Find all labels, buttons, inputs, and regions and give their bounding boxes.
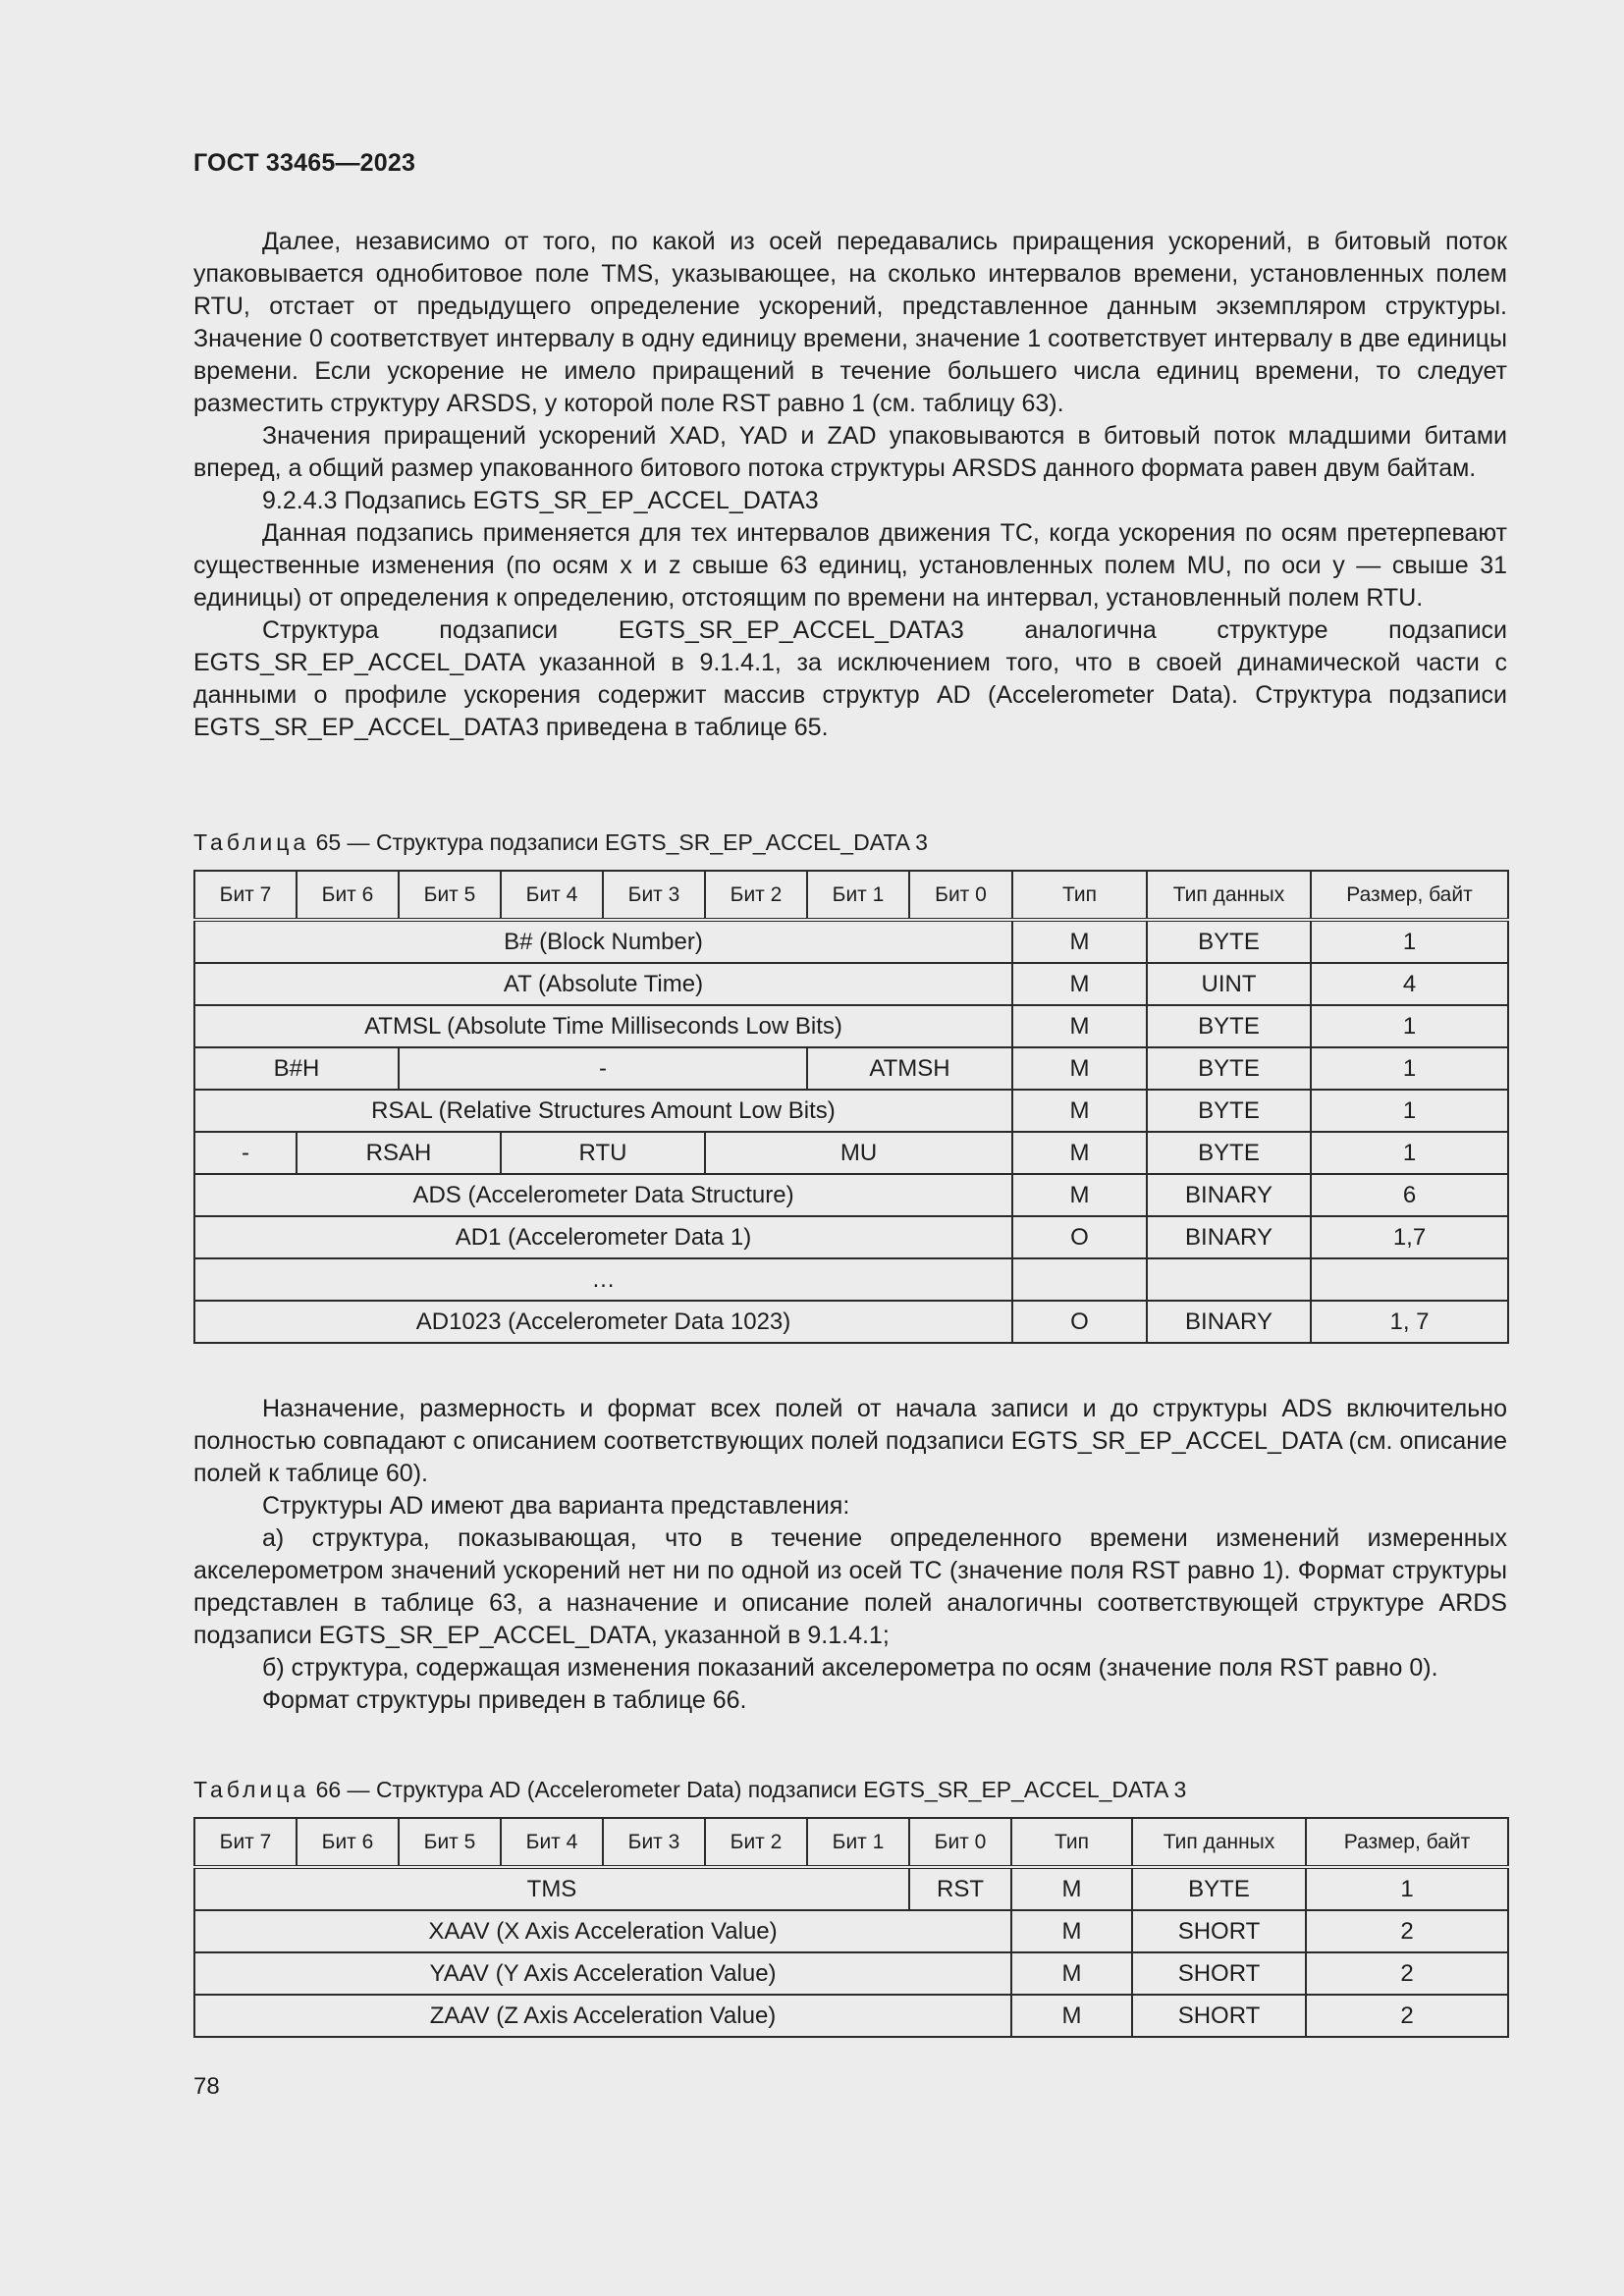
dtype-cell: BYTE bbox=[1147, 1132, 1311, 1174]
table-row bbox=[194, 1216, 1508, 1258]
table-row bbox=[194, 1867, 1508, 1910]
header-cell: Бит 2 bbox=[705, 871, 807, 920]
field-cell: RST bbox=[909, 1867, 1011, 1910]
caption-text: 66 — Структура AD (Accelerometer Data) подзаписи EGTS_SR_EP_ACCEL_DATA 3 bbox=[315, 1777, 1187, 1802]
size-cell: 2 bbox=[1306, 1995, 1508, 2037]
ellipsis-cell: … bbox=[194, 1258, 1012, 1301]
paragraph: Значения приращений ускорений XAD, YAD и ZAD упаковываются в битовый поток младшими битами вперед, а общий размер упакованного битового потока структуры ARSDS данного формата равен двум байтам. bbox=[193, 422, 1507, 482]
paragraph: Назначение, размерность и формат всех полей от начала записи и до структуры ADS включительно полностью совпадают с описанием соответствующих полей подзаписи EGTS_SR_EP_ACCEL_DATA (см. описание полей к таблице 60). bbox=[193, 1395, 1507, 1487]
size-cell: 2 bbox=[1306, 1910, 1508, 1952]
type-cell: M bbox=[1012, 1174, 1147, 1216]
header-cell: Тип данных bbox=[1132, 1818, 1306, 1867]
header-cell: Тип данных bbox=[1147, 871, 1311, 920]
field-cell: TMS bbox=[194, 1867, 909, 1910]
header-cell: Бит 0 bbox=[909, 871, 1012, 920]
empty-cell bbox=[1147, 1258, 1311, 1301]
field-cell: ZAAV (Z Axis Acceleration Value) bbox=[194, 1995, 1011, 2037]
header-cell: Бит 1 bbox=[807, 1818, 909, 1867]
caption-word: Таблица bbox=[193, 829, 310, 855]
type-cell: M bbox=[1012, 1005, 1147, 1047]
field-cell: AD1 (Accelerometer Data 1) bbox=[194, 1216, 1012, 1258]
dtype-cell: BINARY bbox=[1147, 1216, 1311, 1258]
dtype-cell: UINT bbox=[1147, 963, 1311, 1005]
dtype-cell: BYTE bbox=[1147, 1047, 1311, 1090]
dtype-cell: SHORT bbox=[1132, 1952, 1306, 1995]
dtype-cell: BINARY bbox=[1147, 1174, 1311, 1216]
size-cell: 1 bbox=[1311, 1005, 1508, 1047]
empty-cell bbox=[1012, 1258, 1147, 1301]
field-cell: RSAL (Relative Structures Amount Low Bits) bbox=[194, 1090, 1012, 1132]
header-cell: Бит 6 bbox=[297, 871, 399, 920]
dtype-cell: BYTE bbox=[1147, 920, 1311, 963]
field-cell: - bbox=[399, 1047, 807, 1090]
header-cell: Бит 7 bbox=[194, 871, 297, 920]
field-cell: ATMSL (Absolute Time Milliseconds Low Bits) bbox=[194, 1005, 1012, 1047]
text-block-mid bbox=[193, 1393, 1507, 1717]
header-cell: Бит 1 bbox=[807, 871, 909, 920]
table-row bbox=[194, 1258, 1508, 1301]
header-cell: Бит 3 bbox=[603, 1818, 705, 1867]
table-row bbox=[194, 1047, 1508, 1090]
table-row bbox=[194, 1174, 1508, 1216]
header-cell: Бит 0 bbox=[909, 1818, 1011, 1867]
field-cell: MU bbox=[705, 1132, 1012, 1174]
size-cell: 1,7 bbox=[1311, 1216, 1508, 1258]
field-cell: - bbox=[194, 1132, 297, 1174]
table65 bbox=[193, 870, 1507, 1344]
header-cell: Бит 5 bbox=[399, 871, 501, 920]
table-row bbox=[194, 1301, 1508, 1343]
table-header-row bbox=[194, 871, 1508, 920]
header-cell: Бит 7 bbox=[194, 1818, 297, 1867]
size-cell: 1 bbox=[1311, 1132, 1508, 1174]
size-cell: 1 bbox=[1306, 1867, 1508, 1910]
type-cell: M bbox=[1012, 1090, 1147, 1132]
type-cell: M bbox=[1012, 1132, 1147, 1174]
size-cell: 6 bbox=[1311, 1174, 1508, 1216]
paragraph: Далее, независимо от того, по какой из осей передавались приращения ускорений, в битовый поток упаковывается однобитовое поле TMS, указывающее, на сколько интервалов времени, установленных полем RTU, отстает от предыдущего определение ускорений, представленное данным экземпляром структуры. Значение 0 соответствует интервалу в одну единицу времени, значение 1 соответствует интервалу в две единицы времени. Если ускорение не имело приращений в течение большего числа единиц времени, то следует разместить структуру ARSDS, у которой поле RST равно 1 (см. таблицу 63). bbox=[193, 228, 1507, 417]
header-cell: Тип bbox=[1011, 1818, 1132, 1867]
header-cell: Бит 6 bbox=[297, 1818, 399, 1867]
dtype-cell: BYTE bbox=[1132, 1867, 1306, 1910]
type-cell: O bbox=[1012, 1216, 1147, 1258]
document-header: ГОСТ 33465—2023 bbox=[193, 149, 416, 177]
paragraph: Структуры AD имеют два варианта представления: bbox=[262, 1492, 850, 1520]
dtype-cell: SHORT bbox=[1132, 1995, 1306, 2037]
field-cell: ATMSH bbox=[807, 1047, 1012, 1090]
field-cell: ADS (Accelerometer Data Structure) bbox=[194, 1174, 1012, 1216]
header-cell: Бит 4 bbox=[501, 1818, 603, 1867]
type-cell: M bbox=[1011, 1867, 1132, 1910]
field-cell: AT (Absolute Time) bbox=[194, 963, 1012, 1005]
page-number: 78 bbox=[193, 2073, 220, 2100]
type-cell: M bbox=[1011, 1952, 1132, 1995]
table65-caption bbox=[193, 828, 1507, 857]
field-cell: AD1023 (Accelerometer Data 1023) bbox=[194, 1301, 1012, 1343]
field-cell: XAAV (X Axis Acceleration Value) bbox=[194, 1910, 1011, 1952]
table-row bbox=[194, 1132, 1508, 1174]
field-cell: RTU bbox=[501, 1132, 705, 1174]
type-cell: M bbox=[1011, 1995, 1132, 2037]
field-cell: YAAV (Y Axis Acceleration Value) bbox=[194, 1952, 1011, 1995]
size-cell: 4 bbox=[1311, 963, 1508, 1005]
table66-caption bbox=[193, 1775, 1507, 1804]
paragraph: Данная подзапись применяется для тех интервалов движения ТС, когда ускорения по осям претерпевают существенные изменения (по осям x и z свыше 63 единиц, установленных полем MU, по оси y — свыше 31 единицы) от определения к определению, отстоящим по времени на интервал, установленный полем RTU. bbox=[193, 519, 1507, 612]
header-cell: Бит 3 bbox=[603, 871, 705, 920]
table-header-row bbox=[194, 1818, 1508, 1867]
table-row bbox=[194, 1952, 1508, 1995]
section-heading: 9.2.4.3 Подзапись EGTS_SR_EP_ACCEL_DATA3 bbox=[262, 487, 819, 514]
table-row bbox=[194, 1995, 1508, 2037]
table-row bbox=[194, 920, 1508, 963]
size-cell: 1 bbox=[1311, 1047, 1508, 1090]
table-row bbox=[194, 1090, 1508, 1132]
header-cell: Бит 5 bbox=[399, 1818, 501, 1867]
type-cell: M bbox=[1012, 963, 1147, 1005]
size-cell: 1 bbox=[1311, 1090, 1508, 1132]
caption-word: Таблица bbox=[193, 1777, 310, 1802]
empty-cell bbox=[1311, 1258, 1508, 1301]
type-cell: M bbox=[1012, 1047, 1147, 1090]
dtype-cell: BINARY bbox=[1147, 1301, 1311, 1343]
size-cell: 1 bbox=[1311, 920, 1508, 963]
paragraph: Структура подзаписи EGTS_SR_EP_ACCEL_DATA3 аналогична структуре подзаписи EGTS_SR_EP_ACCEL_DATA указанной в 9.1.4.1, за исключением того, что в своей динамической части с данными о профиле ускорения содержит массив структур AD (Accelerometer Data). Структура подзаписи EGTS_SR_EP_ACCEL_DATA3 приведена в таблице 65. bbox=[193, 616, 1507, 741]
caption-text: 65 — Структура подзаписи EGTS_SR_EP_ACCEL_DATA 3 bbox=[315, 829, 928, 855]
table-row bbox=[194, 1005, 1508, 1047]
type-cell: M bbox=[1012, 920, 1147, 963]
dtype-cell: BYTE bbox=[1147, 1005, 1311, 1047]
paragraph: Формат структуры приведен в таблице 66. bbox=[262, 1686, 747, 1714]
field-cell: B# (Block Number) bbox=[194, 920, 1012, 963]
header-cell: Размер, байт bbox=[1306, 1818, 1508, 1867]
header-cell: Бит 2 bbox=[705, 1818, 807, 1867]
size-cell: 1, 7 bbox=[1311, 1301, 1508, 1343]
paragraph: а) структура, показывающая, что в течение определенного времени изменений измеренных акселерометром значений ускорений нет ни по одной из осей ТС (значение поля RST равно 1). Формат структуры представлен в таблице 63, а назначение и описание полей аналогичны соответствующей структуре ARDS подзаписи EGTS_SR_EP_ACCEL_DATA, указанной в 9.1.4.1; bbox=[193, 1524, 1507, 1649]
dtype-cell: SHORT bbox=[1132, 1910, 1306, 1952]
type-cell: M bbox=[1011, 1910, 1132, 1952]
table-row bbox=[194, 1910, 1508, 1952]
table-row bbox=[194, 963, 1508, 1005]
header-cell: Размер, байт bbox=[1311, 871, 1508, 920]
size-cell: 2 bbox=[1306, 1952, 1508, 1995]
table66 bbox=[193, 1817, 1507, 2038]
type-cell: O bbox=[1012, 1301, 1147, 1343]
field-cell: RSAH bbox=[297, 1132, 501, 1174]
field-cell: B#H bbox=[194, 1047, 399, 1090]
dtype-cell: BYTE bbox=[1147, 1090, 1311, 1132]
header-cell: Бит 4 bbox=[501, 871, 603, 920]
text-block-top bbox=[193, 226, 1507, 744]
paragraph: б) структура, содержащая изменения показаний акселерометра по осям (значение поля RST равно 0). bbox=[262, 1654, 1438, 1682]
header-cell: Тип bbox=[1012, 871, 1147, 920]
